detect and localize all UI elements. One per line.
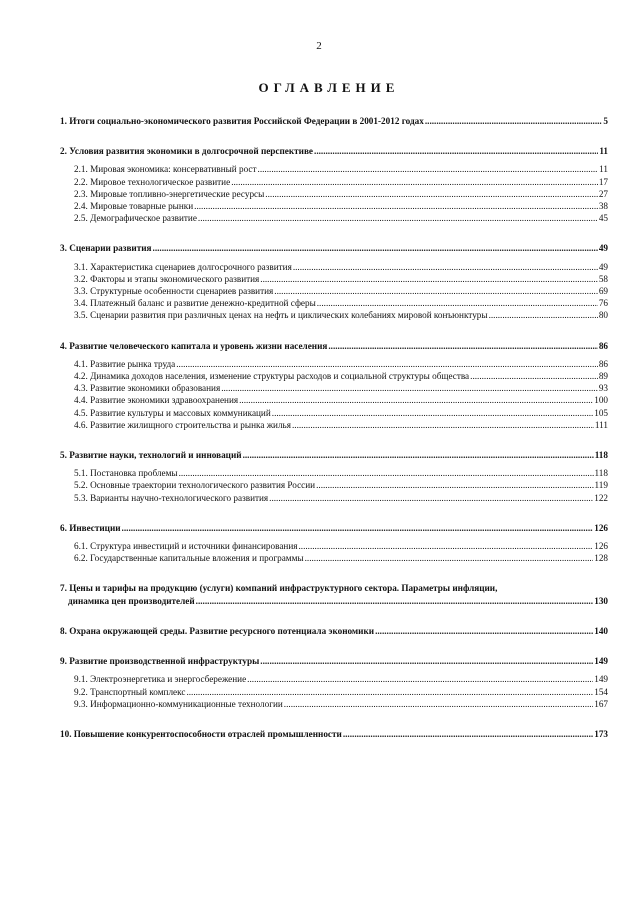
dot-leader	[284, 698, 593, 710]
toc-subentry-page: 17	[598, 176, 608, 187]
toc-subentry-page: 89	[598, 371, 608, 382]
toc-subentry-page: 105	[594, 407, 608, 418]
dot-leader	[425, 115, 603, 127]
toc-subsection-list	[60, 261, 608, 322]
toc-subentry-title: 4.4. Развитие экономики здравоохранения	[74, 395, 239, 406]
toc-entry-title: 3. Сценарии развития	[60, 243, 152, 254]
toc-subentry-page: 167	[594, 698, 608, 709]
toc-subentry[interactable]	[60, 419, 608, 431]
dot-leader	[314, 145, 598, 157]
dot-leader	[272, 407, 593, 419]
dot-leader	[260, 655, 593, 667]
dot-leader	[258, 163, 599, 175]
toc-section	[60, 449, 608, 504]
toc-subentry[interactable]	[60, 698, 608, 710]
dot-leader	[298, 540, 593, 552]
dot-leader	[198, 212, 598, 224]
toc-subentry[interactable]	[60, 492, 608, 504]
toc-entry-title: 2. Условия развития экономики в долгосрочной перспективе	[60, 146, 314, 157]
toc-entry[interactable]	[60, 449, 608, 461]
dot-leader	[265, 188, 598, 200]
toc-subentry[interactable]	[60, 479, 608, 491]
toc-entry-title: 4. Развитие человеческого капитала и уровень жизни населения	[60, 340, 328, 351]
dot-leader	[221, 382, 598, 394]
toc-section	[60, 625, 608, 637]
toc-section	[60, 340, 608, 431]
toc-section	[60, 582, 608, 606]
toc-subentry-page: 154	[594, 686, 608, 697]
toc-entry-page: 49	[598, 243, 608, 254]
toc-subentry-title: 2.5. Демографическое развитие	[74, 213, 197, 224]
dot-leader	[292, 419, 594, 431]
toc-subentry-page: 80	[598, 310, 608, 321]
toc-subentry-title: 9.2. Транспортный комплекс	[74, 686, 186, 697]
dot-leader	[186, 686, 593, 698]
toc-subentry-title: 5.2. Основные траектории технологического развития России	[74, 480, 316, 491]
toc-subentry-page: 38	[598, 201, 608, 212]
dot-leader	[122, 522, 594, 534]
dot-leader	[269, 492, 593, 504]
dot-leader	[317, 297, 598, 309]
toc-section	[60, 728, 608, 740]
toc-entry[interactable]	[60, 145, 608, 157]
dot-leader	[153, 242, 598, 254]
toc-entry[interactable]	[60, 625, 608, 637]
toc-subentry[interactable]	[60, 673, 608, 685]
toc-entry-page: 173	[594, 728, 608, 739]
toc-subentry-page: 45	[598, 213, 608, 224]
toc-entry[interactable]	[60, 595, 608, 607]
dot-leader	[343, 728, 593, 740]
toc-subentry[interactable]	[60, 200, 608, 212]
dot-leader	[489, 309, 598, 321]
toc-subentry-page: 86	[598, 358, 608, 369]
dot-leader	[196, 595, 594, 607]
toc-entry[interactable]	[60, 728, 608, 740]
toc-entry-title: 5. Развитие науки, технологий и инноваций	[60, 450, 242, 461]
toc-entry-title: 8. Охрана окружающей среды. Развитие ресурсного потенциала экономики	[60, 625, 375, 636]
dot-leader	[231, 176, 598, 188]
toc-subentry[interactable]	[60, 540, 608, 552]
toc-subentry-title: 4.3. Развитие экономики образования	[74, 383, 221, 394]
toc-entry[interactable]	[60, 522, 608, 534]
table-of-contents	[60, 115, 608, 758]
page-number: 2	[316, 40, 322, 52]
toc-subentry-title: 5.3. Варианты научно-технологического развития	[74, 492, 269, 503]
toc-subentry-title: 9.3. Информационно-коммуникационные технологии	[74, 698, 283, 709]
toc-entry[interactable]	[60, 340, 608, 352]
toc-section	[60, 115, 608, 127]
toc-subentry-page: 111	[594, 419, 608, 430]
toc-entry-title: 1. Итоги социально-экономического развития Российской Федерации в 2001-2012 годах	[60, 116, 424, 126]
toc-subentry-page: 149	[594, 674, 608, 685]
toc-section	[60, 655, 608, 710]
toc-subentry-title: 6.1. Структура инвестиций и источники финансирования	[74, 541, 298, 552]
toc-subentry-title: 6.2. Государственные капитальные вложения и программы	[74, 553, 304, 564]
toc-entry[interactable]	[60, 655, 608, 667]
toc-subentry-page: 118	[594, 468, 608, 479]
toc-subentry-page: 27	[598, 188, 608, 199]
dot-leader	[305, 552, 594, 564]
toc-subentry-title: 5.1. Постановка проблемы	[74, 468, 178, 479]
toc-subentry-title: 3.4. Платежный баланс и развитие денежно-кредитной сферы	[74, 298, 316, 309]
toc-entry[interactable]	[60, 115, 608, 127]
toc-section	[60, 522, 608, 565]
toc-subentry[interactable]	[60, 407, 608, 419]
dot-leader	[194, 200, 598, 212]
toc-subentry[interactable]	[60, 467, 608, 479]
dot-leader	[293, 261, 598, 273]
toc-entry-title: 6. Инвестиции	[60, 522, 121, 533]
toc-subentry-title: 4.5. Развитие культуры и массовых коммуникаций	[74, 407, 271, 418]
toc-entry-page: 149	[594, 656, 608, 667]
toc-entry-page: 86	[598, 340, 608, 351]
dot-leader	[328, 340, 597, 352]
dot-leader	[239, 394, 593, 406]
toc-entry-page: 5	[603, 116, 608, 126]
toc-entry-title: динамика цен производителей	[68, 595, 195, 606]
dot-leader	[247, 673, 593, 685]
toc-subentry[interactable]	[60, 273, 608, 285]
toc-subentry-page: 49	[598, 261, 608, 272]
toc-subentry-title: 2.3. Мировые топливно-энергетические ресурсы	[74, 188, 265, 199]
toc-subentry-title: 3.1. Характеристика сценариев долгосрочного развития	[74, 261, 292, 272]
toc-subentry-page: 128	[594, 553, 608, 564]
toc-subentry-title: 2.4. Мировые товарные рынки	[74, 201, 194, 212]
toc-subentry-title: 9.1. Электроэнергетика и энергосбережение	[74, 674, 247, 685]
toc-subentry[interactable]	[60, 163, 608, 175]
toc-subentry[interactable]	[60, 370, 608, 382]
toc-subentry[interactable]	[60, 297, 608, 309]
toc-entry-page: 130	[594, 595, 608, 606]
dot-leader	[243, 449, 594, 461]
toc-subentry-title: 3.2. Факторы и этапы экономического развития	[74, 273, 260, 284]
toc-subsection-list	[60, 358, 608, 431]
toc-subentry-title: 3.5. Сценарии развития при различных ценах на нефть и циклических колебаниях мировой конъюнктуры	[74, 310, 488, 321]
toc-subsection-list	[60, 467, 608, 504]
dot-leader	[176, 358, 598, 370]
toc-subentry-title: 3.3. Структурные особенности сценариев развития	[74, 286, 274, 297]
toc-subentry[interactable]	[60, 176, 608, 188]
page-title: ОГЛАВЛЕНИЕ	[258, 80, 400, 95]
toc-subentry-title: 4.2. Динамика доходов населения, изменение структуры расходов и социальной структуры общества	[74, 371, 470, 382]
toc-section-title-line[interactable]: 7. Цены и тарифы на продукцию (услуги) компаний инфраструктурного сектора. Параметры инфляции,	[60, 583, 498, 594]
toc-subentry-page: 119	[594, 480, 608, 491]
toc-subentry-page: 69	[598, 286, 608, 297]
toc-subentry[interactable]	[60, 382, 608, 394]
toc-entry-title: 9. Развитие производственной инфраструктуры	[60, 656, 260, 667]
toc-entry[interactable]	[60, 242, 608, 254]
toc-section	[60, 145, 608, 224]
toc-subentry[interactable]	[60, 358, 608, 370]
toc-subentry[interactable]	[60, 686, 608, 698]
dot-leader	[316, 479, 593, 491]
toc-entry-title: 10. Повышение конкурентоспособности отраслей промышленности	[60, 728, 342, 739]
toc-subentry-page: 58	[598, 273, 608, 284]
toc-subentry-page: 100	[594, 395, 608, 406]
toc-subentry-page: 76	[598, 298, 608, 309]
toc-subsection-list	[60, 163, 608, 224]
toc-entry-page: 11	[599, 146, 608, 157]
toc-subentry-page: 126	[594, 541, 608, 552]
dot-leader	[260, 273, 598, 285]
dot-leader	[274, 285, 598, 297]
toc-subentry-title: 2.1. Мировая экономика: консервативный рост	[74, 164, 257, 175]
toc-subentry[interactable]	[60, 188, 608, 200]
toc-subentry[interactable]	[60, 261, 608, 273]
toc-subentry-page: 11	[599, 164, 608, 175]
toc-subsection-list	[60, 540, 608, 564]
toc-subentry-title: 4.1. Развитие рынка труда	[74, 358, 176, 369]
dot-leader	[375, 625, 593, 637]
toc-entry-page: 118	[594, 450, 608, 461]
toc-subentry-title: 4.6. Развитие жилищного строительства и рынка жилья	[74, 419, 291, 430]
toc-subentry-page: 122	[594, 492, 608, 503]
dot-leader	[179, 467, 594, 479]
toc-entry-page: 126	[594, 522, 608, 533]
toc-subentry-page: 93	[598, 383, 608, 394]
toc-entry-page: 140	[594, 625, 608, 636]
toc-section	[60, 242, 608, 321]
toc-subentry[interactable]	[60, 212, 608, 224]
toc-subsection-list	[60, 673, 608, 710]
dot-leader	[470, 370, 598, 382]
toc-subentry[interactable]	[60, 309, 608, 321]
toc-subentry[interactable]	[60, 394, 608, 406]
toc-subentry[interactable]	[60, 552, 608, 564]
toc-subentry[interactable]	[60, 285, 608, 297]
toc-subentry-title: 2.2. Мировое технологическое развитие	[74, 176, 231, 187]
